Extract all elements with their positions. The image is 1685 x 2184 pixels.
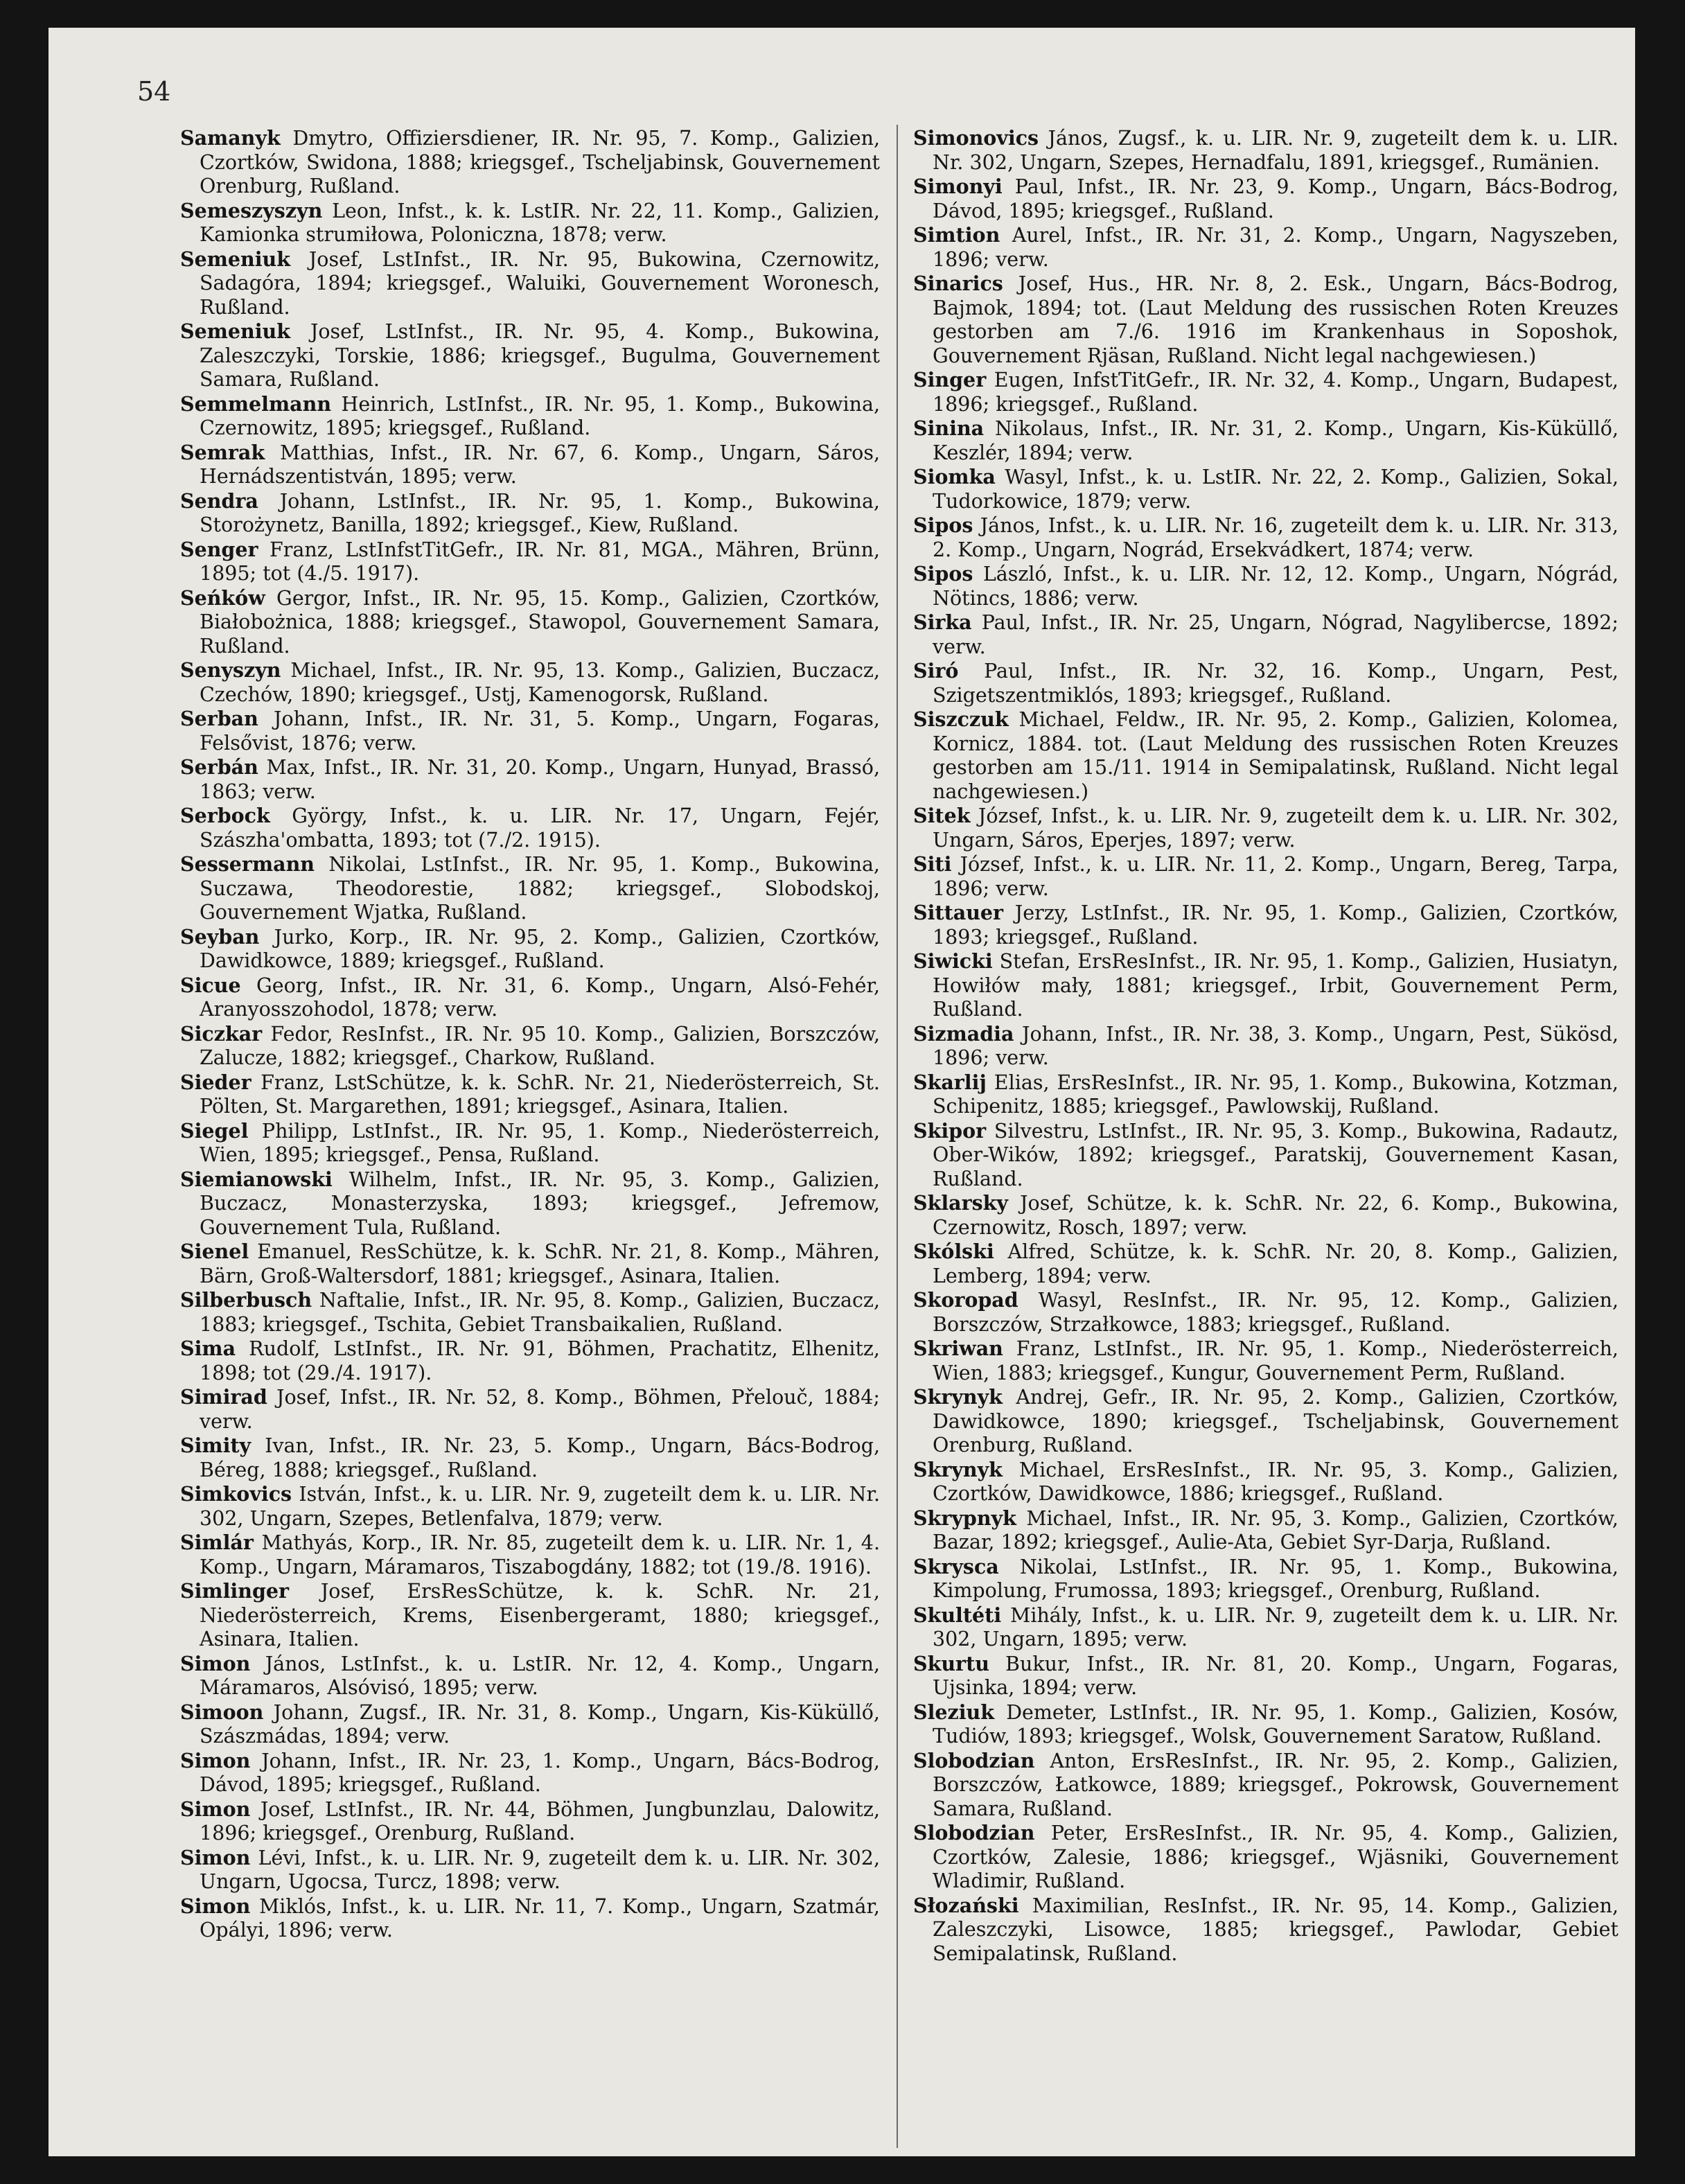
entry-surname: Siegel — [180, 1118, 249, 1143]
entry-surname: Siti — [913, 852, 952, 876]
entry-details: Heinrich, LstInfst., IR. Nr. 95, 1. Komp., Bukowina, Czernowitz, 1895; kriegsgef., Rußland. — [200, 392, 880, 439]
register-entry — [180, 1385, 880, 1434]
register-entry — [180, 1700, 880, 1749]
register-entry — [913, 1894, 1618, 1966]
register-entry — [913, 1652, 1618, 1700]
register-entry — [913, 1337, 1618, 1385]
entry-surname: Simity — [180, 1434, 252, 1457]
entry-surname: Sitek — [913, 804, 971, 827]
register-entry — [913, 126, 1618, 175]
entry-surname: Siemianowski — [180, 1167, 333, 1191]
register-entry — [913, 1240, 1618, 1288]
entry-details: István, Infst., k. u. LIR. Nr. 9, zugeteilt dem k. u. LIR. Nr. 302, Ungarn, Szepes, Betlenfalva, 1879; verw. — [200, 1483, 880, 1530]
register-entry — [180, 199, 880, 247]
entry-surname: Seńków — [180, 585, 265, 610]
entry-details: Johann, Zugsf., IR. Nr. 31, 8. Komp., Ungarn, Kis-Küküllő, Szászmádas, 1894; verw. — [200, 1700, 880, 1747]
entry-details: Wasyl, ResInfst., IR. Nr. 95, 12. Komp., Galizien, Borszczów, Strzałkowce, 1883; kriegsgef., Rußland. — [933, 1289, 1619, 1336]
entry-surname: Singer — [913, 368, 987, 391]
entry-surname: Simkovics — [180, 1482, 292, 1506]
entry-details: Nikolaus, Infst., IR. Nr. 31, 2. Komp., Ungarn, Kis-Küküllő, Keszlér, 1894; verw. — [933, 417, 1619, 464]
entry-details: Michael, ErsResInfst., IR. Nr. 95, 3. Komp., Galizien, Czortków, Dawidkowce, 1886; kriegsgef., Rußland. — [933, 1458, 1618, 1505]
entry-surname: Sicue — [180, 973, 241, 997]
register-entry — [180, 658, 880, 707]
register-entry — [180, 489, 880, 538]
register-entry — [913, 1700, 1618, 1749]
register-entry — [180, 1434, 880, 1482]
entry-details: László, Infst., k. u. LIR. Nr. 12, 12. Komp., Ungarn, Nógrád, Nötincs, 1886; verw. — [933, 563, 1618, 610]
entry-surname: Skoropad — [913, 1288, 1018, 1312]
entry-surname: Skrynyk — [913, 1385, 1003, 1409]
entry-details: Jerzy, LstInfst., IR. Nr. 95, 1. Komp., Galizien, Czortków, 1893; kriegsgef., Rußland. — [933, 901, 1618, 949]
register-entry — [180, 974, 880, 1022]
register-entry — [913, 949, 1618, 1022]
register-entry — [913, 1749, 1618, 1822]
entry-surname: Semeszyszyn — [180, 198, 323, 222]
entry-details: Alfred, Schütze, k. k. SchR. Nr. 20, 8. Komp., Galizien, Lemberg, 1894; verw. — [933, 1240, 1618, 1287]
entry-surname: Siró — [913, 659, 959, 682]
entry-surname: Sinina — [913, 416, 985, 440]
entry-surname: Skriwan — [913, 1337, 1003, 1360]
register-entry — [913, 1071, 1618, 1119]
entry-surname: Semrak — [180, 440, 265, 464]
entry-details: Georg, Infst., IR. Nr. 31, 6. Komp., Ungarn, Alsó-Fehér, Aranyosszohodol, 1878; verw. — [200, 974, 881, 1021]
register-entry — [913, 272, 1618, 368]
register-entry — [913, 901, 1618, 949]
document-page — [48, 28, 1635, 2156]
entry-details: Matthias, Infst., IR. Nr. 67, 6. Komp., Ungarn, Sáros, Hernádszentistván, 1895; verw. — [200, 441, 881, 488]
register-entry — [180, 1797, 880, 1846]
entry-details: Franz, LstSchütze, k. k. SchR. Nr. 21, Niederösterreich, St. Pölten, St. Margarethen, 1891; kriegsgef., Asinara, Italien. — [200, 1071, 880, 1118]
register-entry — [180, 1579, 880, 1652]
entry-surname: Sipos — [913, 562, 973, 585]
entry-details: Naftalie, Infst., IR. Nr. 95, 8. Komp., Galizien, Buczacz, 1883; kriegsgef., Tschita, Gebiet Transbaikalien, Rußland. — [200, 1289, 881, 1336]
register-entry — [180, 392, 880, 441]
entry-details: János, Infst., k. u. LIR. Nr. 16, zugeteilt dem k. u. LIR. Nr. 313, 2. Komp., Ungarn, Nográd, Ersekvádkert, 1874; verw. — [933, 514, 1618, 561]
entry-surname: Sienel — [180, 1240, 249, 1263]
register-entry — [913, 707, 1618, 804]
entry-surname: Simonovics — [913, 126, 1039, 150]
entry-surname: Sirka — [913, 610, 972, 634]
register-entry — [913, 368, 1618, 416]
entry-details: Maximilian, ResInfst., IR. Nr. 95, 14. Komp., Galizien, Zaleszczyki, Lisowce, 1885; kriegsgef., Pawlodar, Gebiet Semipalatinsk, Rußland. — [933, 1894, 1618, 1965]
entry-details: Stefan, ErsResInfst., IR. Nr. 95, 1. Komp., Galizien, Husiatyn, Howiłów mały, 1881; kriegsgef., Irbit, Gouvernement Perm, Rußland. — [933, 950, 1618, 1021]
entry-surname: Sleziuk — [913, 1700, 995, 1724]
entry-details: Gergor, Infst., IR. Nr. 95, 15. Komp., Galizien, Czortków, Białobożnica, 1888; kriegsgef., Stawopol, Gouvernement Samara, Rußland. — [200, 586, 880, 658]
entry-details: Josef, LstInfst., IR. Nr. 95, Bukowina, Czernowitz, Sadagóra, 1894; kriegsgef., Waluiki, Gouvernement Woronesch, Rußland. — [200, 247, 881, 319]
entry-details: József, Infst., k. u. LIR. Nr. 9, zugeteilt dem k. u. LIR. Nr. 302, Ungarn, Sáros, Eperjes, 1897; verw. — [933, 804, 1619, 852]
register-entry — [913, 804, 1618, 852]
entry-details: Josef, Schütze, k. k. SchR. Nr. 22, 6. Komp., Bukowina, Czernowitz, Rosch, 1897; verw. — [933, 1192, 1619, 1239]
register-entry — [913, 562, 1618, 610]
register-entry — [180, 1652, 880, 1700]
entry-details: Franz, LstInfst., IR. Nr. 95, 1. Komp., Niederösterreich, Wien, 1883; kriegsgef., Kungur, Gouvernement Perm, Rußland. — [933, 1337, 1618, 1384]
register-entry — [180, 1240, 880, 1288]
register-entry — [913, 1288, 1618, 1337]
entry-surname: Sklarsky — [913, 1191, 1008, 1215]
left-column — [180, 126, 880, 1943]
register-entry — [913, 1555, 1618, 1603]
register-entry — [913, 465, 1618, 513]
register-entry — [180, 126, 880, 199]
entry-details: Paul, Infst., IR. Nr. 25, Ungarn, Nógrad, Nagylibercse, 1892; verw. — [933, 611, 1618, 658]
register-entry — [180, 586, 880, 659]
register-entry — [913, 1821, 1618, 1894]
entry-surname: Sessermann — [180, 852, 315, 876]
register-entry — [913, 1191, 1618, 1240]
entry-surname: Sieder — [180, 1070, 252, 1094]
register-entry — [180, 1071, 880, 1119]
entry-surname: Simon — [180, 1845, 251, 1869]
entry-surname: Serbock — [180, 804, 270, 827]
register-entry — [180, 247, 880, 320]
register-entry — [180, 755, 880, 804]
entry-surname: Siczkar — [180, 1021, 263, 1046]
register-entry — [913, 1506, 1618, 1555]
entry-details: Mathyás, Korp., IR. Nr. 85, zugeteilt dem k. u. LIR. Nr. 1, 4. Komp., Ungarn, Máramaros, Tiszabogdány, 1882; tot (19./8. 1916). — [200, 1531, 881, 1578]
entry-surname: Siomka — [913, 465, 996, 488]
register-entry — [180, 707, 880, 755]
entry-surname: Skrynyk — [913, 1457, 1003, 1481]
entry-surname: Słozański — [913, 1893, 1019, 1917]
entry-details: Johann, LstInfst., IR. Nr. 95, 1. Komp., Bukowina, Storożynetz, Banilla, 1892; kriegsgef., Kiew, Rußland. — [200, 489, 880, 536]
entry-details: Ivan, Infst., IR. Nr. 23, 5. Komp., Ungarn, Bács-Bodrog, Béreg, 1888; kriegsgef., Rußland. — [200, 1434, 880, 1481]
entry-details: Josef, LstInfst., IR. Nr. 95, 4. Komp., Bukowina, Zaleszczyki, Torskie, 1886; kriegsgef., Bugulma, Gouvernement Samara, Rußland. — [200, 320, 880, 391]
entry-details: Andrej, Gefr., IR. Nr. 95, 2. Komp., Galizien, Czortków, Dawidkowce, 1890; kriegsgef., Tscheljabinsk, Gouvernement Orenburg, Rußland. — [933, 1386, 1618, 1456]
entry-surname: Seyban — [180, 924, 260, 949]
entry-surname: Semeniuk — [180, 247, 291, 271]
register-entry — [180, 1337, 880, 1385]
register-entry — [913, 852, 1618, 901]
register-entry — [913, 223, 1618, 272]
entry-surname: Skólski — [913, 1240, 994, 1263]
register-entry — [180, 1482, 880, 1531]
entry-surname: Simon — [180, 1748, 251, 1772]
entry-details: Wasyl, Infst., k. u. LstIR. Nr. 22, 2. Komp., Galizien, Sokal, Tudorkowice, 1879; verw. — [933, 466, 1619, 513]
entry-surname: Sima — [180, 1337, 236, 1360]
register-entry — [180, 538, 880, 586]
register-entry — [180, 852, 880, 925]
register-entry — [180, 1749, 880, 1797]
entry-details: Emanuel, ResSchütze, k. k. SchR. Nr. 21, 8. Komp., Mähren, Bärn, Groß-Waltersdorf, 1881; kriegsgef., Asinara, Italien. — [200, 1240, 880, 1287]
entry-details: Max, Infst., IR. Nr. 31, 20. Komp., Ungarn, Hunyad, Brassó, 1863; verw. — [200, 756, 880, 803]
entry-surname: Sipos — [913, 513, 973, 537]
entry-surname: Skipor — [913, 1118, 987, 1143]
entry-surname: Simlinger — [180, 1579, 290, 1603]
register-entry — [180, 1894, 880, 1943]
entry-details: János, LstInfst., k. u. LstIR. Nr. 12, 4. Komp., Ungarn, Máramaros, Alsóvisó, 1895; verw. — [200, 1652, 880, 1699]
entry-surname: Silberbusch — [180, 1288, 312, 1312]
register-entry — [180, 441, 880, 489]
entry-surname: Skultéti — [913, 1603, 1002, 1627]
entry-surname: Semmelmann — [180, 391, 332, 416]
entry-surname: Siwicki — [913, 949, 993, 973]
entry-details: Peter, ErsResInfst., IR. Nr. 95, 4. Komp., Galizien, Czortków, Zalesie, 1886; kriegsgef., Wjäsniki, Gouvernement Wladimir, Rußland. — [933, 1822, 1619, 1892]
register-entry — [913, 1385, 1618, 1458]
register-entry — [180, 925, 880, 974]
entry-details: Johann, Infst., IR. Nr. 31, 5. Komp., Ungarn, Fogaras, Felsővist, 1876; verw. — [200, 707, 880, 755]
entry-details: Fedor, ResInfst., IR. Nr. 95 10. Komp., Galizien, Borszczów, Zalucze, 1882; kriegsgef., Charkow, Rußland. — [200, 1022, 880, 1069]
entry-surname: Simoon — [180, 1700, 264, 1724]
register-entry — [180, 1531, 880, 1579]
register-entry — [913, 1603, 1618, 1652]
register-entry — [913, 1022, 1618, 1071]
entry-surname: Simonyi — [913, 175, 1003, 198]
entry-details: Rudolf, LstInfst., IR. Nr. 91, Böhmen, Prachatitz, Elhenitz, 1898; tot (29./4. 1917). — [200, 1337, 880, 1384]
entry-details: Paul, Infst., IR. Nr. 23, 9. Komp., Ungarn, Bács-Bodrog, Dávod, 1895; kriegsgef., Rußland. — [933, 175, 1619, 222]
entry-details: Lévi, Infst., k. u. LIR. Nr. 9, zugeteilt dem k. u. LIR. Nr. 302, Ungarn, Ugocsa, Turcz, 1898; verw. — [200, 1846, 880, 1893]
entry-details: Wilhelm, Infst., IR. Nr. 95, 3. Komp., Galizien, Buczacz, Monasterzyska, 1893; kriegsgef., Jefremow, Gouvernement Tula, Rußland. — [200, 1168, 880, 1239]
entry-surname: Senyszyn — [180, 658, 281, 682]
register-entry — [180, 1288, 880, 1337]
register-entry — [180, 1119, 880, 1168]
entry-details: Michael, Feldw., IR. Nr. 95, 2. Komp., Galizien, Kolomea, Kornicz, 1884. tot. (Laut Meldung des russischen Roten Kreuzes gestorben am 15./11. 1914 in Semipalatinsk, Rußland. Nicht legal nachgewiesen.) — [933, 708, 1618, 803]
entry-details: Michael, Infst., IR. Nr. 95, 13. Komp., Galizien, Buczacz, Czechów, 1890; kriegsgef., Ustj, Kamenogorsk, Rußland. — [200, 659, 881, 706]
entry-details: Paul, Infst., IR. Nr. 32, 16. Komp., Ungarn, Pest, Szigetszentmiklós, 1893; kriegsgef., Rußland. — [933, 660, 1618, 707]
entry-surname: Simon — [180, 1894, 251, 1918]
entry-details: Dmytro, Offiziersdiener, IR. Nr. 95, 7. Komp., Galizien, Czortków, Swidona, 1888; kriegsgef., Tscheljabinsk, Gouvernement Orenburg, Rußland. — [200, 127, 880, 197]
register-entry — [913, 610, 1618, 659]
entry-details: Franz, LstInfstTitGefr., IR. Nr. 81, MGA., Mähren, Brünn, 1895; tot (4./5. 1917). — [200, 538, 881, 585]
entry-surname: Slobodzian — [913, 1821, 1035, 1844]
entry-details: Nikolai, LstInfst., IR. Nr. 95, 1. Komp., Bukowina, Kimpolung, Frumossa, 1893; kriegsgef., Orenburg, Rußland. — [933, 1555, 1618, 1602]
entry-details: Johann, Infst., IR. Nr. 23, 1. Komp., Ungarn, Bács-Bodrog, Dávod, 1895; kriegsgef., Rußland. — [200, 1749, 880, 1796]
entry-surname: Siszczuk — [913, 707, 1009, 731]
entry-details: Aurel, Infst., IR. Nr. 31, 2. Komp., Ungarn, Nagyszeben, 1896; verw. — [933, 224, 1618, 271]
entry-details: György, Infst., k. u. LIR. Nr. 17, Ungarn, Fejér, Szászha'ombatta, 1893; tot (7./2. 1915). — [200, 804, 880, 852]
entry-surname: Sinarics — [913, 272, 1003, 295]
entry-surname: Serbán — [180, 755, 258, 779]
entry-details: Philipp, LstInfst., IR. Nr. 95, 1. Komp., Niederösterreich, Wien, 1895; kriegsgef., Pensa, Rußland. — [200, 1119, 881, 1166]
entry-surname: Sizmadia — [913, 1021, 1014, 1046]
register-entry — [913, 513, 1618, 562]
entry-details: Silvestru, LstInfst., IR. Nr. 95, 3. Komp., Bukowina, Radautz, Ober-Wików, 1892; kriegsgef., Paratskij, Gouvernement Kasan, Rußland. — [933, 1119, 1618, 1190]
entry-details: Josef, LstInfst., IR. Nr. 44, Böhmen, Jungbunzlau, Dalowitz, 1896; kriegsgef., Orenburg, Rußland. — [200, 1797, 881, 1844]
entry-surname: Simlár — [180, 1531, 254, 1554]
register-entry — [180, 804, 880, 852]
entry-surname: Sendra — [180, 488, 258, 513]
register-entry — [913, 1119, 1618, 1192]
register-entry — [180, 1168, 880, 1240]
entry-details: Bukur, Infst., IR. Nr. 81, 20. Komp., Ungarn, Fogaras, Ujsinka, 1894; verw. — [933, 1652, 1618, 1699]
entry-details: Jurko, Korp., IR. Nr. 95, 2. Komp., Galizien, Czortków, Dawidkowce, 1889; kriegsgef., Rußland. — [200, 925, 880, 972]
entry-details: Mihály, Infst., k. u. LIR. Nr. 9, zugeteilt dem k. u. LIR. Nr. 302, Ungarn, 1895; verw. — [933, 1603, 1619, 1650]
entry-details: Demeter, LstInfst., IR. Nr. 95, 1. Komp., Galizien, Kosów, Tudiów, 1893; kriegsgef., Wolsk, Gouvernement Saratow, Rußland. — [933, 1700, 1618, 1747]
entry-surname: Skarlij — [913, 1070, 987, 1094]
entry-details: Michael, Infst., IR. Nr. 95, 3. Komp., Galizien, Czortków, Bazar, 1892; kriegsgef., Aulie-Ata, Gebiet Syr-Darja, Rußland. — [933, 1506, 1618, 1553]
entry-surname: Simirad — [180, 1385, 267, 1409]
register-entry — [913, 1458, 1618, 1506]
entry-details: Nikolai, LstInfst., IR. Nr. 95, 1. Komp., Bukowina, Suczawa, Theodorestie, 1882; kriegsgef., Slobodskoj, Gouvernement Wjatka, Rußland. — [200, 853, 880, 924]
entry-details: Eugen, InfstTitGefr., IR. Nr. 32, 4. Komp., Ungarn, Budapest, 1896; kriegsgef., Rußland. — [933, 369, 1618, 416]
entry-surname: Slobodzian — [913, 1748, 1035, 1772]
entry-surname: Samanyk — [180, 126, 281, 150]
entry-surname: Simtion — [913, 223, 1000, 247]
entry-details: Josef, Hus., HR. Nr. 8, 2. Esk., Ungarn, Bács-Bodrog, Bajmok, 1894; tot. (Laut Meldung des russischen Roten Kreuzes gestorben am 7./6. 1916 im Krankenhaus in Soposhok, Gouvernement Rjäsan, Rußland. Nicht legal nachgewiesen.) — [933, 272, 1618, 367]
entry-surname: Semeniuk — [180, 319, 291, 343]
entry-details: Miklós, Infst., k. u. LIR. Nr. 11, 7. Komp., Ungarn, Szatmár, Opályi, 1896; verw. — [200, 1894, 880, 1941]
entry-details: Josef, ErsResSchütze, k. k. SchR. Nr. 21, Niederösterreich, Krems, Eisenbergeramt, 1880; kriegsgef., Asinara, Italien. — [200, 1580, 880, 1650]
entry-surname: Serban — [180, 707, 258, 730]
entry-surname: Sittauer — [913, 901, 1004, 924]
register-entry — [913, 416, 1618, 465]
entry-details: János, Zugsf., k. u. LIR. Nr. 9, zugeteilt dem k. u. LIR. Nr. 302, Ungarn, Szepes, Hernadfalu, 1891, kriegsgef., Rumänien. — [933, 127, 1618, 174]
register-entry — [180, 319, 880, 392]
entry-surname: Skrysca — [913, 1554, 999, 1578]
entry-details: Johann, Infst., IR. Nr. 38, 3. Komp., Ungarn, Pest, Sükösd, 1896; verw. — [933, 1022, 1619, 1069]
column-divider — [897, 125, 898, 2148]
entry-details: Elias, ErsResInfst., IR. Nr. 95, 1. Komp., Bukowina, Kotzman, Schipenitz, 1885; kriegsgef., Pawlowskij, Rußland. — [933, 1071, 1618, 1118]
entry-surname: Skurtu — [913, 1651, 989, 1675]
right-column — [913, 126, 1618, 1966]
register-entry — [913, 659, 1618, 707]
entry-surname: Simon — [180, 1797, 251, 1821]
entry-details: József, Infst., k. u. LIR. Nr. 11, 2. Komp., Ungarn, Bereg, Tarpa, 1896; verw. — [933, 853, 1618, 900]
entry-surname: Senger — [180, 537, 258, 561]
register-entry — [180, 1846, 880, 1894]
entry-details: Josef, Infst., IR. Nr. 52, 8. Komp., Böhmen, Přelouč, 1884; verw. — [200, 1386, 881, 1433]
page-number: 54 — [137, 76, 171, 107]
register-entry — [180, 1022, 880, 1071]
entry-surname: Skrypnyk — [913, 1506, 1016, 1530]
register-entry — [913, 175, 1618, 223]
entry-details: Leon, Infst., k. k. LstIR. Nr. 22, 11. Komp., Galizien, Kamionka strumiłowa, Poloniczna, 1878; verw. — [200, 199, 880, 246]
entry-surname: Simon — [180, 1651, 251, 1675]
entry-details: Anton, ErsResInfst., IR. Nr. 95, 2. Komp., Galizien, Borszczów, Łatkowce, 1889; kriegsgef., Pokrowsk, Gouvernement Samara, Rußland. — [933, 1749, 1619, 1820]
